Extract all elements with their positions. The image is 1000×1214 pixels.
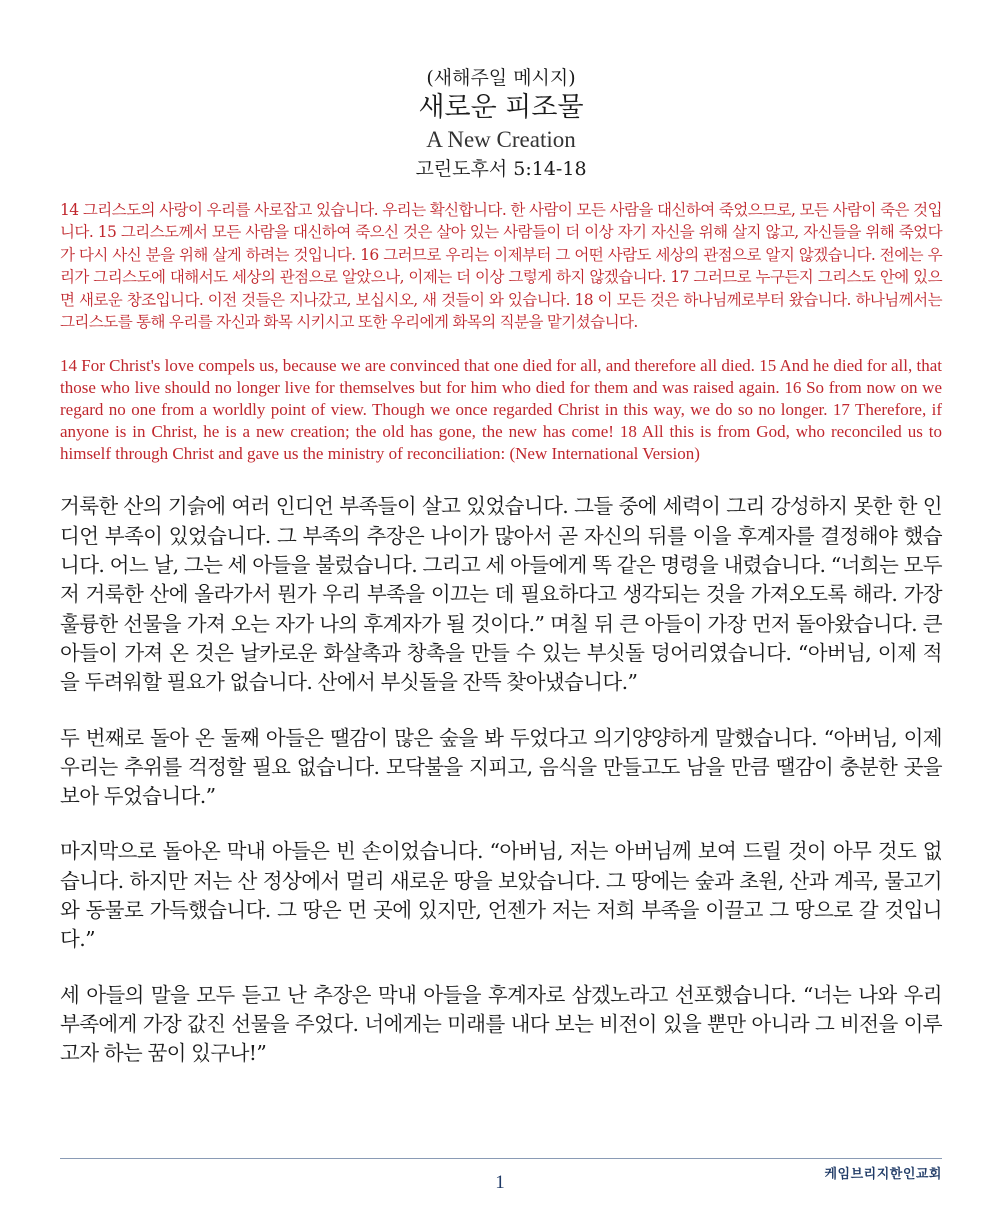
body-paragraph: 마지막으로 돌아온 막내 아들은 빈 손이었습니다. “아버님, 저는 아버님께 보여 드릴 것이 아무 것도 없습니다. 하지만 저는 산 정상에서 멀리 새로운 땅을 보았습니다. 그 땅에는 숲과 초원, 산과 계곡, 물고기와 동물로 가득했습니다. 그 땅은 먼 곳에 있지만, 언젠가 저는 저희 부족을 이끌고 그 땅으로 갈 것입니다.” <box>60 839 942 952</box>
body-paragraph: 거룩한 산의 기슭에 여러 인디언 부족들이 살고 있었습니다. 그들 중에 세력이 그리 강성하지 못한 한 인디언 부족이 있었습니다. 그 부족의 추장은 나이가 많아서 곧 자신의 뒤를 이을 후계자를 결정해야 했습니다. 어느 날, 그는 세 아들을 불렀습니다. 그리고 세 아들에게 똑 같은 명령을 내렸습니다. “너희는 모두 저 거룩한 산에 올라가서 뭔가 우리 부족을 이끄는 데 필요하다고 생각되는 것을 가져오도록 해라. 가장 훌륭한 선물을 가져 오는 자가 나의 후계자가 될 것이다.” 며칠 뒤 큰 아들이 가장 먼저 돌아왔습니다. 큰 아들이 가져 온 것은 날카로운 화살촉과 창촉을 만들 수 있는 부싯돌 덩어리였습니다. “아버님, 이제 적을 두려워할 필요가 없습니다. 산에서 부싯돌을 잔뜩 찾아냈습니다.” <box>60 494 942 695</box>
sermon-title-korean: 새로운 피조물 <box>418 92 584 123</box>
body-paragraph: 세 아들의 말을 모두 듣고 난 추장은 막내 아들을 후계자로 삼겠노라고 선포했습니다. “너는 나와 우리 부족에게 가장 값진 선물을 주었다. 너에게는 미래를 내다 보는 비전이 있을 뿐만 아니라 그 비전을 이루고자 하는 꿈이 있구나!” <box>60 982 942 1066</box>
scripture-english: 14 For Christ's love compels us, because we are convinced that one died for all, and therefore all died. 15 And he died for all, that those who live should no longer live for themselves but for him who died for them and was raised again. 16 So from now on we regard no one from a worldly point of view. Though we once regarded Christ in this way, we do so no longer. 17 Therefore, if anyone is in Christ, he is a new creation; the old has gone, the new has come! 18 All this is from God, who reconciled us to himself through Christ and gave us the ministry of reconciliation: (New International Version) <box>60 356 942 463</box>
occasion-label: (새해주일 메시지) <box>426 67 576 89</box>
page-number: 1 <box>495 1172 505 1193</box>
document-page <box>60 62 942 1068</box>
scripture-korean: 14 그리스도의 사랑이 우리를 사로잡고 있습니다. 우리는 확신합니다. 한 사람이 모든 사람을 대신하여 죽었으므로, 모든 사람이 죽은 것입니다. 15 그리스도께서 모든 사람을 대신하여 죽으신 것은 살아 있는 사람들이 더 이상 자기 자신을 위해 살지 않고, 자신들을 위해 죽었다가 다시 사신 분을 위해 살게 하려는 것입니다. 16 그러므로 우리는 이제부터 그 어떤 사람도 세상의 관점으로 알지 않겠습니다. 전에는 우리가 그리스도에 대해서도 세상의 관점으로 알았으나, 이제는 더 이상 그렇게 하지 않겠습니다. 17 그러므로 누구든지 그리스도 안에 있으면 새로운 창조입니다. 이전 것들은 지나갔고, 보십시오, 새 것들이 와 있습니다. 18 이 모든 것은 하나님께로부터 왔습니다. 하나님께서는 그리스도를 통해 우리를 자신과 화목 시키시고 또한 우리에게 화목의 직분을 맡기셨습니다. <box>60 201 942 332</box>
church-name: 케임브리지한인교회 <box>824 1167 942 1182</box>
sermon-title-english: A New Creation <box>426 127 576 152</box>
body-paragraph: 두 번째로 돌아 온 둘째 아들은 땔감이 많은 숲을 봐 두었다고 의기양양하게 말했습니다. “아버님, 이제 우리는 추위를 걱정할 필요 없습니다. 모닥불을 지피고, 음식을 만들고도 남을 만큼 땔감이 충분한 곳을 보아 두었습니다.” <box>60 725 942 809</box>
footer-divider <box>60 1158 942 1159</box>
scripture-reference: 고린도후서 5:14-18 <box>415 158 587 180</box>
sermon-header <box>60 65 942 183</box>
